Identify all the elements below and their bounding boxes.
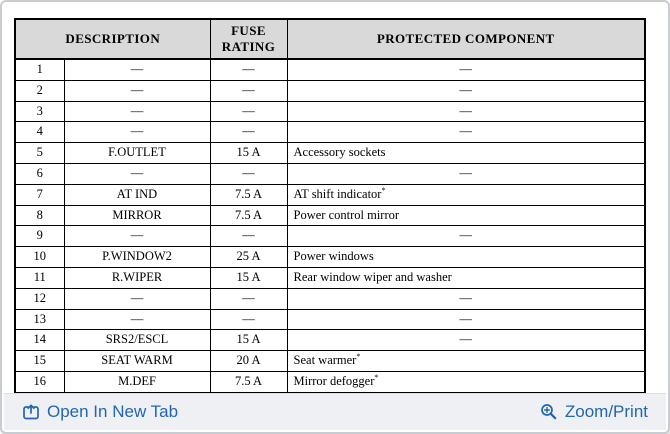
description-cell: — (64, 101, 210, 122)
protected-component-cell: Rear window wiper and washer (287, 267, 645, 288)
table-row (15, 163, 645, 184)
row-number-cell: 4 (15, 122, 64, 143)
fuse-rating-cell: 15 A (210, 330, 287, 351)
zoom-in-magnifier-icon (540, 403, 558, 421)
table-row (15, 247, 645, 268)
description-cell: SRS2/ESCL (64, 330, 210, 351)
protected-component-header: PROTECTED COMPONENT (287, 19, 645, 59)
protected-component-cell: Accessory sockets (287, 143, 645, 164)
description-cell: SEAT WARM (64, 351, 210, 372)
fuse-rating-cell: 7.5 A (210, 184, 287, 205)
fuse-rating-header: FUSE RATING (210, 19, 287, 59)
description-cell: P.WINDOW2 (64, 247, 210, 268)
open-in-new-tab-icon (22, 403, 40, 421)
table-row (15, 143, 645, 164)
table-row (15, 184, 645, 205)
viewer-footer-bar (4, 393, 666, 430)
row-number-cell: 15 (15, 351, 64, 372)
protected-component-cell: Power windows (287, 247, 645, 268)
table-row (15, 205, 645, 226)
description-cell: AT IND (64, 184, 210, 205)
row-number-cell: 2 (15, 80, 64, 101)
open-in-new-tab-link[interactable] (22, 402, 178, 422)
fuse-table-container (14, 18, 646, 394)
fuse-rating-cell: — (210, 163, 287, 184)
description-cell: — (64, 122, 210, 143)
table-row (15, 330, 645, 351)
description-cell: — (64, 309, 210, 330)
protected-component-cell: AT shift indicator* (287, 184, 645, 205)
protected-component-cell: — (287, 80, 645, 101)
fuse-rating-cell: — (210, 101, 287, 122)
table-row (15, 59, 645, 80)
protected-component-cell: — (287, 330, 645, 351)
fuse-rating-cell: 7.5 A (210, 205, 287, 226)
table-header-row (15, 19, 645, 59)
fuse-table-body (15, 59, 645, 393)
fuse-rating-cell: 7.5 A (210, 371, 287, 392)
row-number-cell: 14 (15, 330, 64, 351)
protected-component-cell: — (287, 309, 645, 330)
description-cell: M.DEF (64, 371, 210, 392)
table-row (15, 122, 645, 143)
fuse-rating-cell: — (210, 122, 287, 143)
fuse-table (14, 18, 646, 394)
description-cell: F.OUTLET (64, 143, 210, 164)
fuse-rating-cell: — (210, 288, 287, 309)
fuse-rating-cell: 25 A (210, 247, 287, 268)
fuse-rating-cell: — (210, 309, 287, 330)
table-row (15, 267, 645, 288)
protected-component-cell: Power control mirror (287, 205, 645, 226)
row-number-cell: 6 (15, 163, 64, 184)
zoom-print-label: Zoom/Print (564, 402, 648, 421)
protected-component-cell: Seat warmer* (287, 351, 645, 372)
fuse-rating-cell: 20 A (210, 351, 287, 372)
description-cell: — (64, 80, 210, 101)
row-number-cell: 5 (15, 143, 64, 164)
protected-component-cell: Mirror defogger* (287, 371, 645, 392)
row-number-cell: 1 (15, 59, 64, 80)
table-row (15, 351, 645, 372)
description-cell: MIRROR (64, 205, 210, 226)
row-number-cell: 10 (15, 247, 64, 268)
fuse-rating-cell: 15 A (210, 267, 287, 288)
protected-component-cell: — (287, 226, 645, 247)
open-in-new-tab-label: Open In New Tab (47, 402, 179, 421)
row-number-cell: 13 (15, 309, 64, 330)
row-number-cell: 11 (15, 267, 64, 288)
table-row (15, 371, 645, 392)
description-header: DESCRIPTION (15, 19, 210, 59)
table-row (15, 288, 645, 309)
row-number-cell: 8 (15, 205, 64, 226)
row-number-cell: 3 (15, 101, 64, 122)
description-cell: — (64, 163, 210, 184)
table-row (15, 101, 645, 122)
protected-component-cell: — (287, 122, 645, 143)
fuse-rating-cell: — (210, 80, 287, 101)
row-number-cell: 9 (15, 226, 64, 247)
description-cell: R.WIPER (64, 267, 210, 288)
table-row (15, 226, 645, 247)
row-number-cell: 12 (15, 288, 64, 309)
fuse-rating-cell: — (210, 226, 287, 247)
protected-component-cell: — (287, 59, 645, 80)
fuse-rating-cell: — (210, 59, 287, 80)
fuse-rating-cell: 15 A (210, 143, 287, 164)
protected-component-cell: — (287, 101, 645, 122)
description-cell: — (64, 59, 210, 80)
table-row (15, 80, 645, 101)
protected-component-cell: — (287, 288, 645, 309)
protected-component-cell: — (287, 163, 645, 184)
row-number-cell: 16 (15, 371, 64, 392)
description-cell: — (64, 288, 210, 309)
table-row (15, 309, 645, 330)
row-number-cell: 7 (15, 184, 64, 205)
zoom-print-link[interactable] (540, 402, 648, 422)
description-cell: — (64, 226, 210, 247)
